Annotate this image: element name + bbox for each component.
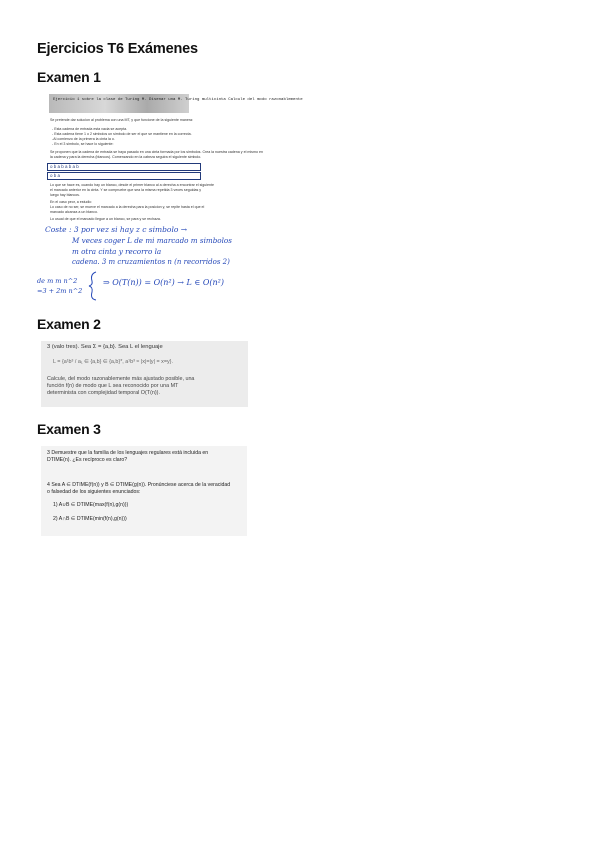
ex3-line: 4 Sea A ∈ DTIME(f(n)) y B ∈ DTIME(g(n)). Pronúnciese acerca de la veracidad: [47, 482, 231, 488]
ex1-text-line: Se pretende dar solucion al problema con una MT, y que funcione de la siguiente manera:: [50, 118, 194, 122]
ex1-text-line: Lo caso de no ser, se mueve el marcado a la derecha para la posicion y, se repite hasta el que el: [50, 205, 205, 209]
ex1-text-line: Lo que se hace es, cuando hay un blanco, desde el primer blanco al a derecha a encontrar el siguiente: [50, 183, 215, 187]
page-title: Ejercicios T6 Exámenes: [37, 41, 198, 57]
ex3-line: 1) A∪B ∈ DTIME(max(f(n),g(n))): [53, 502, 129, 508]
ex1-text-line: - Esta cadena tiene 1 o 2 simbolos un simbolo de ser el que se mantiene en la correcta.: [52, 132, 192, 136]
ex1-text-line: marcado alcanza a un blanco.: [50, 210, 98, 214]
section-heading-examen-1: Examen 1: [37, 69, 101, 85]
ex3-line: DTIME(n). ¿Es recíproco es claro?: [47, 457, 128, 463]
handwritten-line: cadena. 3 m cruzamientos n (n recorridos 2): [72, 258, 230, 266]
tape-row-1: o b a b a b a b: [47, 163, 201, 171]
ex2-line: función f(n) de modo que L sea reconocido por una MT: [47, 383, 179, 389]
ex1-text-line: la cadena y para la derecha (blancos). Comenzando en la cabeza seguira el sigulente simbolo.: [50, 155, 202, 159]
ex3-line: 2) A∩B ∈ DTIME(min(f(n),g(n))): [53, 516, 127, 522]
ex1-text-line: - Esta cadena de entrada esta vacia se acepta.: [52, 127, 128, 131]
handwritten-conclusion: ⇒ O(T(n)) = O(n²) → L ∈ O(n²): [103, 278, 224, 287]
handwritten-brace: [87, 271, 99, 301]
ex2-line: L = {a¹b³ / a₁ ∈ {a,b} ∈ {a,b}*, a¹b³ ≈ |x|=|y| = x=y}.: [53, 359, 173, 365]
ex2-line: determinista con complejidad temporal O(T(n)).: [47, 390, 160, 396]
handwritten-line: m otra cinta y recorro la: [72, 247, 162, 256]
handwritten-line: =3 + 2m n^2: [37, 287, 83, 295]
section-heading-examen-3: Examen 3: [37, 421, 101, 437]
ex1-text-line: Se proponen que la cadena de entrada se haya pasado en una cinta formada por los simbolos. Crea la nuestra cadena y el mismo en: [50, 150, 263, 154]
ex3-line: o falsedad de los siguientes enunciados:: [47, 489, 141, 495]
ex1-text-line: luego hay blancos.: [50, 193, 80, 197]
section-heading-examen-2: Examen 2: [37, 316, 101, 332]
examen-2-scan: [41, 341, 248, 407]
ex2-line: Calcule, del modo razonablemente más ajustado posible, una: [47, 376, 195, 382]
ex1-text-line: - En el 3 simbolo, se hace lo siguiente:: [52, 142, 114, 146]
examen-3-scan: [41, 446, 247, 536]
ex3-line: 3 Demuestre que la familia de los lenguajes regulares está incluida en: [47, 450, 209, 456]
ex1-text-line: Lo usual de que el marcado llegue a un blanco, se para y se rechaza.: [50, 217, 161, 221]
tape-row-2: o b a: [47, 172, 201, 180]
handwritten-line: de m m n^2: [37, 277, 78, 285]
ex1-text-line: En el caso peor, a estudio: [50, 200, 92, 204]
ex2-line: 3 (valo tres). Sea Σ = {a,b}. Sea L el lenguaje: [47, 344, 163, 350]
handwritten-line: M veces coger L de mi marcado m simbolos: [72, 236, 232, 245]
examen-1-header-strip: Ejercicio 1 sobre la clase de Turing M. Disenar una M. Turing multicinta Calcule del modo razonablemente: [49, 94, 189, 113]
handwritten-line: Coste : 3 por vez si hay z c simbolo →: [45, 225, 188, 234]
ex1-text-line: el marcado anterior en la cinta. Y se compruebe que sea la misma repetida 3 veces seguidas y: [50, 188, 202, 192]
ex1-text-line: -Al comienzo de la primera la cinta la o.: [52, 137, 115, 141]
